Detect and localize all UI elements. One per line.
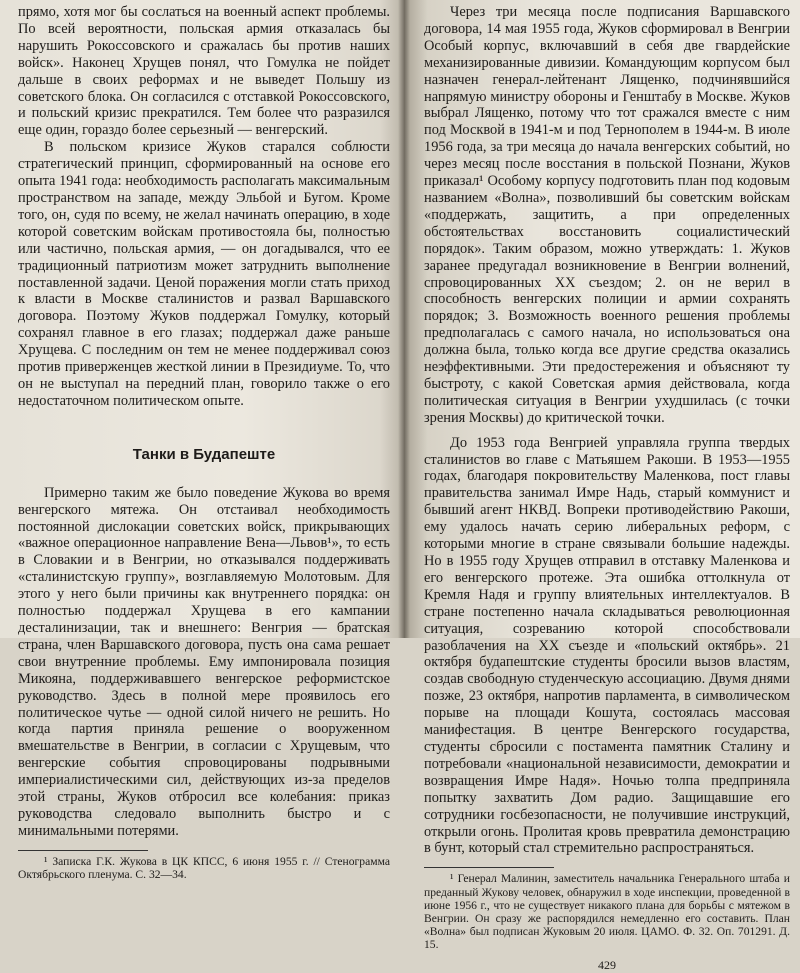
left-paragraph: Примерно таким же было поведение Жукова во время венгерского мятежа. Он отстаивал необходимость постоянной дислокации советских войск, прикрывающих «важное операционное направление Вена—Львов¹», то есть в Словакии и в Венгрии, но отказывался поддерживать «сталинистскую группу», возглавляемую Молотовым. Для этого у него были причины как внутреннего порядка: он полностью поддержал Хрущева в его кампании десталинизации, так и внешнего: Венгрия — братская страна, член Варшавского договора, пусть она сама решает свои внутренние проблемы. Ему импонировала позиция Микояна, поддерживавшего венгерское реформистское руководство. Здесь в полной мере проявилось его политическое чутье — одной силой ничего не решить. Но когда партия приняла решение о вооруженном вмешательстве в Венгрии, в согласии с Хрущевым, что венгерские события спровоцированы подрывными империалистическими сил, действующих из-за пределов этой страны, Жуков отбросил все колебания: приказ руководства следовало выполнить быстро и с минимальными потерями. [18,484,390,839]
book-gutter [398,0,410,638]
right-footnote: ¹ Генерал Малинин, заместитель начальника Генерального штаба и преданный Жукову человек, обнаружил в ходе инспекции, проведенной в июне 1956 г., что не существует никакого плана для борьбы с мятежом в Венгрии. Он сразу же распорядился немедленно его составить. План «Волна» был подписан Жуковым 20 июля. ЦАМО. Ф. 32. Оп. 701291. Д. 15. [424,872,790,952]
page-number: 429 [598,957,616,972]
paragraph-spacer [424,427,790,435]
right-page [404,0,800,972]
left-footnote: ¹ Записка Г.К. Жукова в ЦК КПСС, 6 июня 1955 г. // Стенограмма Октябрьского пленума. С. 32—34. [18,854,390,881]
left-page [0,0,404,881]
footnote-rule [18,850,148,851]
footnote-rule [424,867,554,868]
left-paragraph: прямо, хотя мог бы сослаться на военный аспект проблемы. По всей вероятности, польская армия отказалась бы нарушить Рокоссовского и сражалась бы против наших войск». Наконец Хрущев понял, что Гомулка не пойдет дальше в своих реформах и не выведет Польшу из советского блока. Он согласился с отставкой Рокоссовского, и польский кризис прекратился. Тем более что разразился еще один, гораздо более серьезный — венгерский. [18,4,390,139]
right-paragraph: До 1953 года Венгрией управляла группа твердых сталинистов во главе с Матьяшем Ракоши. В 1953—1955 годах, благодаря покровительству Маленкова, пост главы правительства занимал Имре Надь, старый коммунист и бывший агент НКВД. Вопреки противодействию Ракоши, ему удалось начать серию либеральных реформ, с которыми многие в стране связывали большие надежды. Но в 1955 году Хрущев отправил в отставку Маленкова и его венгерского протеже. Эта ошибка оттолкнула от Кремля Надя и группу влиятельных интеллектуалов. В стране постепенно начала складываться революционная ситуация, созреванию которой способствовали разоблачения на XX съезде и «польский октябрь». 21 октября будапештские студенты бросили вызов властям, создав свободную студенческую ассоциацию. Двумя днями позже, 23 октября, напротив парламента, в символическом порыве на площади Кошута, состоялась массовая манифестация. В центре Венгерского государства, студенты сбросили с постамента памятник Сталину и потребовали «национальной независимости, демократии и возвращения Имре Надя». Ночью толпа предприняла попытку захватить Дом радио. Защищавшие его сотрудники госбезопасности, не получившие инструкций, открыли огонь. Пролитая кровь превратила демонстрацию в бунт, который стал стремительно распространяться. [424,434,790,857]
right-paragraph: Через три месяца после подписания Варшавского договора, 14 мая 1955 года, Жуков сформировал в Венгрии Особый корпус, включавший в себя две гвардейские механизированные дивизии. Командующим корпусом был назначен генерал-лейтенант Лященко, подчинявшийся напрямую министру обороны и Генштабу в Москве. Жуков выбрал Лященко, потому что тот сражался вместе с ним под Москвой в 1941-м и под Тернополем в 1944-м. В июле 1956 года, за три месяца до начала венгерских событий, но через месяц после восстания в польской Познани, Жуков приказал¹ Особому корпусу подготовить план под кодовым названием «Волна», позволивший бы советским войскам «поддержать, защитить, а при определенных обстоятельствах восстановить социалистический порядок». Таким образом, можно утверждать: 1. Жуков заранее предугадал возникновение в Венгрии волнений, спровоцированных XX съездом; 2. он не верил в способность венгерских полиции и армии сохранять порядок; 3. Возможность военного решения проблемы предполагалась с самого начала, но использоваться она должна была, только когда все другие средства оказались неэффективными. Эти предостережения и объясняют ту быстроту, с какой Советская армия действовала, когда политическая ситуация в Венгрии ухудшилась (с точки зрения Москвы) до критической точки. [424,4,790,426]
left-paragraph: В польском кризисе Жуков старался соблюсти стратегический принцип, сформированный на основе его опыта 1941 года: необходимость располагать максимальным пространством на западе, между Эльбой и Бугом. Кроме того, он, судя по всему, не желал начинать операцию, в ходе которой советским войскам противостояла бы, полностью или частично, польская армия, — он догадывался, что ее традиционный патриотизм может затруднить выполнение поставленной задачи. Ценой поражения могли стать приход к власти в Москве сталинистов и развал Варшавского договора. Поэтому Жуков поддержал Гомулку, который сохранял главное в его глазах; поддержал даже раньше Хрущева. С последним он тем не менее поддерживал союз против приверженцев жесткой линии в Президиуме. То, что он не выступал на передний план, говорило также о его недостаточном политическом опыте. [18,139,390,409]
section-heading: Танки в Будапеште [132,445,276,463]
